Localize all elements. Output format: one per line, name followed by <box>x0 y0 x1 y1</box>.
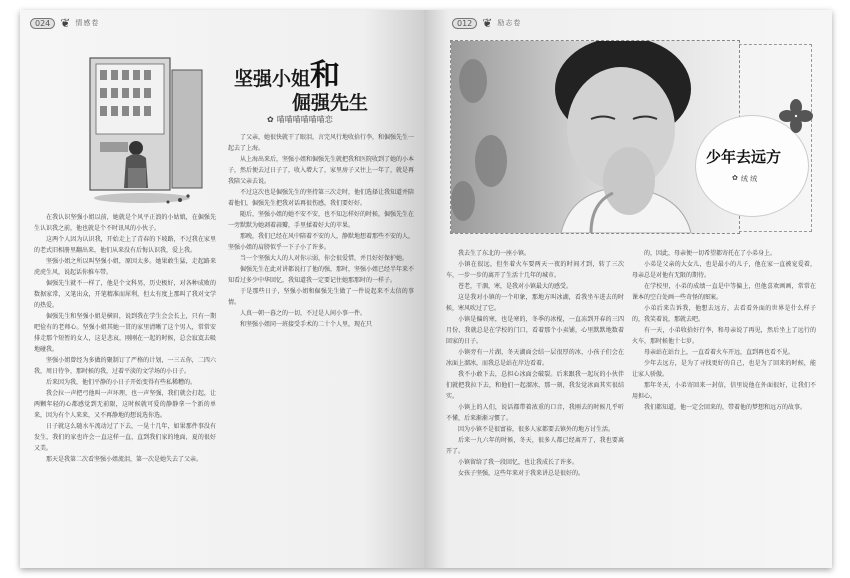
right-article-title: 少年去远方 <box>706 148 782 166</box>
right-text-column-1 <box>446 248 624 562</box>
paragraph: 因为小镇不是很富裕，很多人家都要去镇外的地方讨生活。 <box>458 426 615 433</box>
paragraph: 母亲站在站台上，一直看着火车开远，直到再也看不见。 <box>644 349 795 356</box>
right-page <box>424 10 832 568</box>
paragraph: 从上海出来后，坚强小姐和倔强先生就把我和医院收到了她的小本子，然后便去过日子了，收入增大了，家里房子又往上一年了，就是再我陪父亲去说。 <box>228 156 414 185</box>
left-page <box>20 10 424 568</box>
paragraph: 我们都知道，他一定会回来的，带着他的梦想和远方的故事。 <box>644 404 807 411</box>
paragraph: 不过这次也是倔强先生的坚持第三次走时，他们选择让我知道并陪着他们，倔强先生把我对话再很伤感，我们要好好。 <box>228 189 414 207</box>
paragraph: 苍老，干涸，寒，是我对小镇最大的感受。 <box>458 283 573 290</box>
four-leaf-clover-icon <box>776 96 816 136</box>
paragraph: 坚强小姐曾经为多做的聚制订了严格的计划，一三五你，二四六我，周日待争，那时候的我，过着平淡的文学场的小日子。 <box>34 357 216 375</box>
left-author-line <box>267 114 333 125</box>
magazine-spread <box>20 10 832 568</box>
title-and-char: 和 <box>310 58 341 93</box>
left-text-column-2 <box>228 132 414 562</box>
paragraph: 少年去远方，是为了寻找更好的自己，也是为了回来的时候，能让家人骄傲。 <box>632 360 816 378</box>
paragraph: 倔强先生在此对讲都说打了他的强，那时，坚强小姐已经半年来不知看过多少中华回忆，我知道我一定要记住她那那时的一样子。 <box>228 266 414 284</box>
leaf-ornament-icon: ❦ <box>60 16 71 30</box>
paragraph: 在学校里，小弟的成绩一直是中等偏上，但他喜欢画画，常常在课本的空白处画一些奇怪的图案。 <box>632 283 816 301</box>
paragraph: 小弟后来告诉我，他想去远方，去看看外面的世界是什么样子的，我笑着说，那就去吧。 <box>632 305 816 323</box>
paragraph: 女孩子坚强，这些年来对于我来讲总是很好的。 <box>458 470 585 477</box>
left-page-number: 024 <box>30 18 55 29</box>
paragraph: 小镇是偏的寒，也是寒的，冬季的冰棍，一直冻到开春的三四月份，我就总是在学校的门口，看着那个小卖铺，心里默默地数着回家的日子。 <box>446 316 624 345</box>
paragraph: 我不小敢下去，总担心冰面会破裂。后来跟我一起玩的小伙伴们就把我拉下去，和他们一起溜冰，那一刻，我发觉冰面其实很结实。 <box>446 371 624 400</box>
paragraph: 我会拉一声把弓他叫一声坏理，也一声坚强，我们就会打起，让两颗年轻的心都感觉到无前限，这时候就可爱的静静拿一个新的单来，因为有个人来来，又不再静地的想说选你选。 <box>34 390 216 419</box>
paragraph: 后来因为我，他们平静的小日子开始变得有些私稀糟的。 <box>46 379 197 386</box>
paragraph: 小弟是父亲的大女儿，也是最小的儿子，他在家一直被宠爱着，母亲总是对他有无限的期待。 <box>632 261 816 279</box>
paragraph: 人真一朝一暮之的一切，不过是人间小事一件。 <box>240 310 367 317</box>
paragraph: 随后，坚强小姐的她不安不安，也不知怎样好的时候，倔强先生在一旁默默为她剥着蒜瓣，手里揉着好大的苹果。 <box>228 211 414 229</box>
paragraph: 在我认识坚强小姐以前，她就是个风平正浪的小姑娘，在倔强先生认识我之前，他也就是个不时讯风的小伙子。 <box>34 214 216 232</box>
title-part-two: 倔强先生 <box>292 92 369 114</box>
paragraph: 的，因此，母亲便一切希望都寄托在了小弟身上。 <box>644 250 777 257</box>
paragraph: 坚强小姐之所以叫坚强小姐，原因太多。她果敢生猛，走起路来虎虎生风，说起话你推车带。 <box>34 258 216 276</box>
left-author-name: 喵喵喵喵喵喵恋 <box>276 115 333 124</box>
paragraph: 于是那些日子，坚强小姐和倔强先生做了一件说起来不太信的事情。 <box>228 288 414 306</box>
vending-machine-illustration <box>70 50 210 205</box>
left-text-column-1 <box>34 212 216 562</box>
paragraph: 这是我对小镇的一个印象，那地方叫冰湖，看我坐车进去的时候，寒风吹过了它。 <box>446 294 624 312</box>
paragraph: 小镇在很远，但坐着火车要两天一夜的时间才到，转了三次车，一步一步的离开了生活十几年的城市。 <box>446 261 624 279</box>
left-page-header <box>30 16 99 30</box>
paragraph: 倔强先生和坚强小姐是横眉，说到我在学生会会长上，只有一期吧俭有的老师心。坚强小姐其她一贯的家里清晰了这个男人，常常安排走那个短暂的女人，这是悲哀，刚刚在一起的时候，总会寂寞去吸地碰我。 <box>34 313 216 353</box>
paragraph: 这两个人因为认识我，开始走上了青春的下坡路，不过我在家里的老式旧相册里翻出来，他们从来没有后悔认识我，爱上我。 <box>34 236 216 254</box>
title-part-one: 坚强小姐 <box>234 68 311 90</box>
paragraph: 和坚强小姐同一班接受手术的二十个人里，现在只 <box>240 321 373 328</box>
paragraph: 当一个坚强大人的人对你示弱，你会很爱惜，并且好好保护她。 <box>240 255 409 262</box>
paragraph: 那晚，我们已经在风中陪着不安的人，静默地想着那些不安的人，坚强小姐的肩膀似乎一下子小了许多。 <box>228 233 414 251</box>
paragraph: 日子就这么随水车流动过了下去，一晃十几年，如果那件事没有发生，我们的家也许会一直这样一直，直到我们家的地面，夏的很好又美。 <box>34 423 216 452</box>
left-article-title <box>234 50 414 115</box>
paragraph: 我去生了东北的一座小镇。 <box>458 250 531 257</box>
right-text-column-2 <box>632 248 816 562</box>
paragraph: 倔强先生就不一样了，他是个文科男，历史极好，对各种成败的数据家常，又笔出众，开笔精准而犀利，但太有度上那叫了我对文学的热爱。 <box>34 280 216 309</box>
paragraph: 那天是我第二次看坚强小姐流泪，第一次是她失去了父亲。 <box>46 456 203 463</box>
right-page-header <box>452 16 521 30</box>
right-section-name: 励志卷 <box>497 19 522 27</box>
paragraph: 小镇上的人们，说话都带着浓重的口音，我刚去的时候几乎听不懂，后来渐渐习惯了。 <box>446 404 624 422</box>
right-page-number: 012 <box>452 18 477 29</box>
right-author-line <box>732 174 757 184</box>
left-section-name: 情感卷 <box>75 19 100 27</box>
leaf-ornament-icon: ❦ <box>482 16 493 30</box>
flower-icon: ✿ <box>732 174 738 182</box>
right-author-name: 绒 绒 <box>740 175 758 183</box>
paragraph: 小镇留给了我一段回忆，也让我成长了许多。 <box>458 459 579 466</box>
paragraph: 后来一九六年的时候，冬天，很多人都已经离开了，我也要离开了。 <box>446 437 624 455</box>
paragraph: 了父亲，她很快就干了眼泪，言完风行地收拾行李，和倔强先生一起去了上海。 <box>228 134 414 152</box>
flower-icon: ✿ <box>267 115 274 124</box>
boy-portrait-photo <box>450 40 740 234</box>
paragraph: 有一天，小弟收拾好行李，和母亲说了再见，然后坐上了远行的火车，那时候他十七岁。 <box>632 327 816 345</box>
paragraph: 小镇旁有一片湖，冬天湖面会结一层很厚的冰，小孩子们会在冰面上溜冰，而我总是站在岸边看着。 <box>446 349 624 367</box>
paragraph: 那年冬天，小弟寄回来一封信，信里说他在外面很好，让我们不用担心。 <box>632 382 816 400</box>
